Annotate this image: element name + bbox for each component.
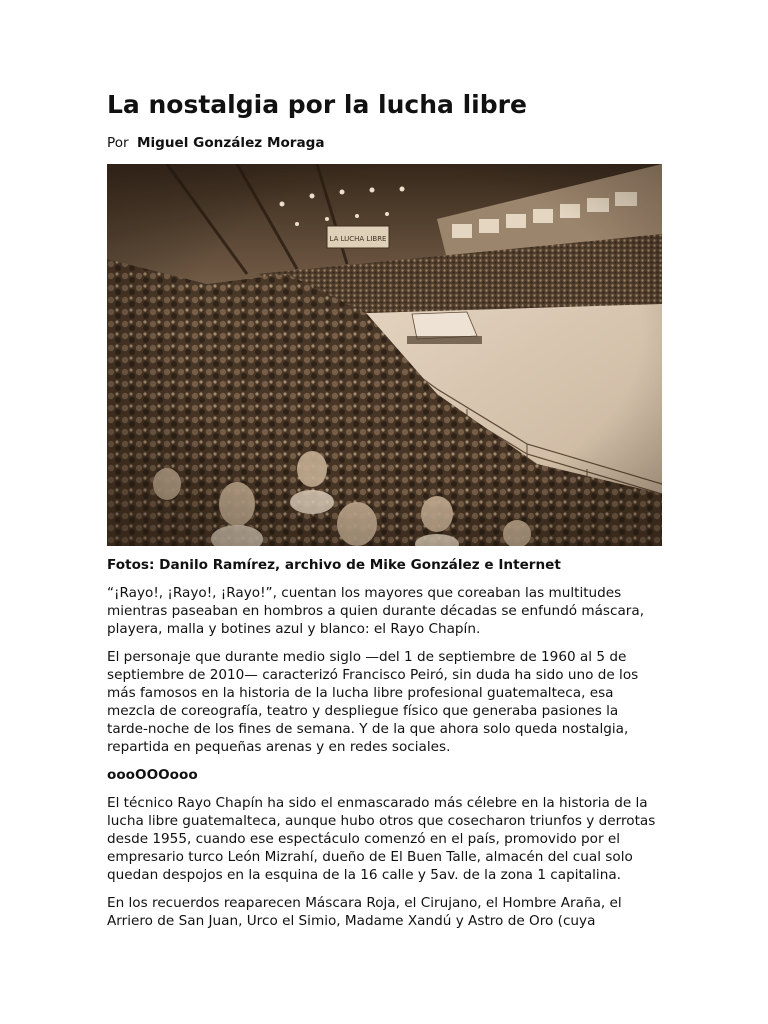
- article: [107, 88, 663, 940]
- article-title: La nostalgia por la lucha libre: [107, 90, 527, 119]
- section-separator: oooOOOooo: [107, 767, 198, 783]
- paragraph: En los recuerdos reaparecen Máscara Roja, el Cirujano, el Hombre Araña, el Arriero de San Juan, Urco el Simio, Madame Xandú y Astro de Oro (cuya: [107, 895, 622, 929]
- photo-caption: Fotos: Danilo Ramírez, archivo de Mike González e Internet: [107, 557, 561, 573]
- byline-prefix: Por: [107, 135, 129, 151]
- paragraph: El técnico Rayo Chapín ha sido el enmascarado más célebre en la historia de la lucha libre guatemalteca, aunque hubo otros que cosecharon triunfos y derrotas desde 1955, cuando ese espectáculo comenzó en el país, promovido por el empresario turco León Mizrahí, dueño de El Buen Talle, almacén del cual solo quedan despojos en la esquina de la 16 calle y 5av. de la zona 1 capitalina.: [107, 795, 656, 883]
- paragraph: El personaje que durante medio siglo —del 1 de septiembre de 1960 al 5 de septiembre de 2010— caracterizó Francisco Peiró, sin duda ha sido uno de los más famosos en la historia de la lucha libre profesional guatemalteca, esa mezcla de coreografía, teatro y despliegue físico que generaba pasiones la tarde-noche de los fines de semana. Y de la que ahora solo queda nostalgia, repartida en pequeñas arenas y en redes sociales.: [107, 649, 639, 755]
- paragraph: “¡Rayo!, ¡Rayo!, ¡Rayo!”, cuentan los mayores que coreaban las multitudes mientras paseaban en hombros a quien durante décadas se enfundó máscara, playera, malla y botines azul y blanco: el Rayo Chapín.: [107, 585, 645, 637]
- byline: [107, 134, 663, 152]
- author-name: Miguel González Moraga: [136, 135, 325, 151]
- arena-photo: [107, 164, 662, 546]
